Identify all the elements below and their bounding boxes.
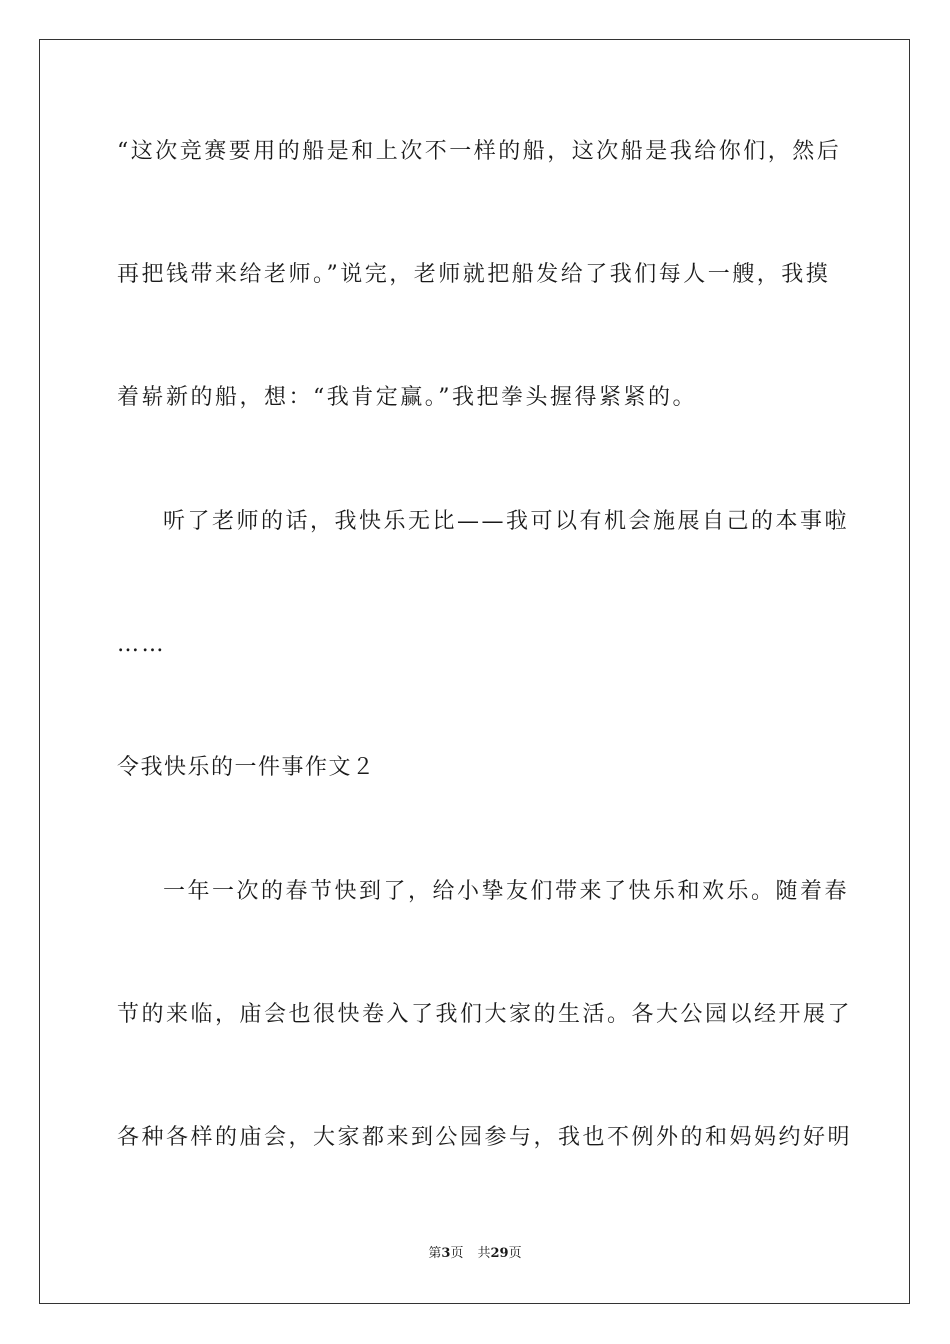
page-border <box>39 39 910 1304</box>
footer-page-current: 3 <box>441 1246 451 1261</box>
paragraph-line: 听了老师的话，我快乐无比——我可以有机会施展自己的本事啦 <box>163 509 850 534</box>
paragraph-line: 各种各样的庙会，大家都来到公园参与，我也不例外的和妈妈约好明 <box>117 1125 853 1150</box>
footer-page-suffix: 页 <box>450 1246 464 1261</box>
paragraph-line: 节的来临，庙会也很快卷入了我们大家的生活。各大公园以经开展了 <box>117 1002 853 1027</box>
paragraph-line: “这次竞赛要用的船是和上次不一样的船，这次船是我给你们，然后 <box>117 139 842 164</box>
footer-total-pages: 29 <box>490 1246 509 1261</box>
footer-total-prefix: 共 <box>477 1246 491 1261</box>
footer-total-suffix: 页 <box>508 1246 522 1261</box>
paragraph-line: 再把钱带来给老师。”说完，老师就把船发给了我们每人一艘，我摸 <box>117 262 831 287</box>
section-heading: 令我快乐的一件事作文２ <box>117 755 376 780</box>
paragraph-line: …… <box>117 632 166 657</box>
paragraph-line: 一年一次的春节快到了，给小挚友们带来了快乐和欢乐。随着春 <box>163 879 850 904</box>
page-footer <box>0 1245 950 1263</box>
footer-page-prefix: 第 <box>428 1246 442 1261</box>
paragraph-line: 着崭新的船，想：“我肯定赢。”我把拳头握得紧紧的。 <box>117 385 697 410</box>
